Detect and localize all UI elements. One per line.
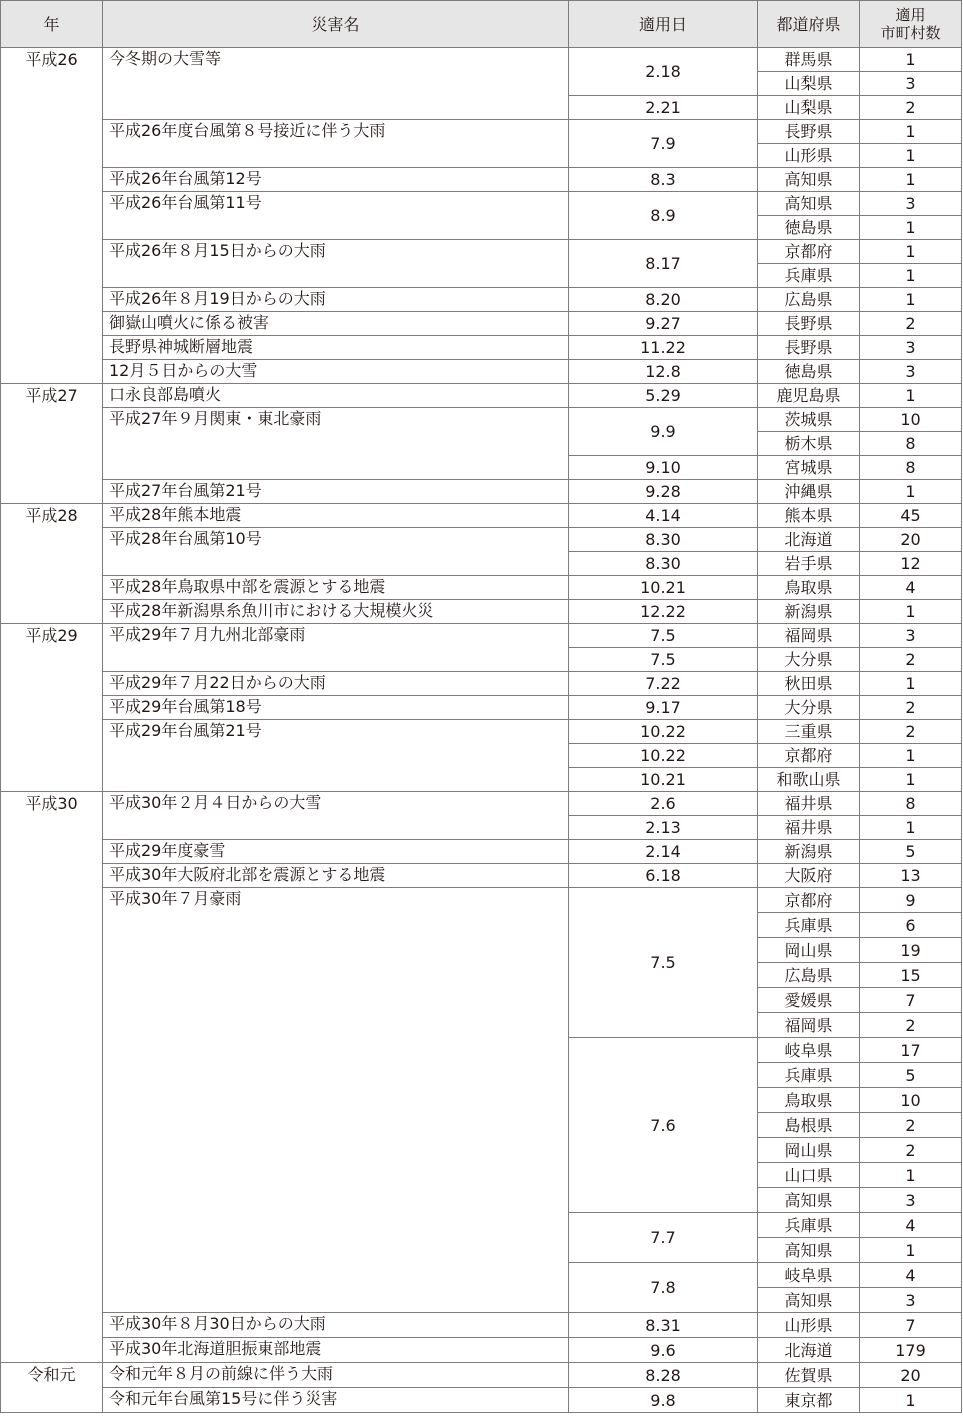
prefecture-cell: 大阪府 xyxy=(758,864,860,888)
prefecture-cell: 山形県 xyxy=(758,1313,860,1338)
prefecture-cell: 宮城県 xyxy=(758,456,860,480)
date-cell: 7.9 xyxy=(569,120,758,168)
disaster-name-cell: 令和元年８月の前線に伴う大雨 xyxy=(103,1363,569,1388)
count-cell: 1 xyxy=(860,600,962,624)
date-cell: 2.14 xyxy=(569,840,758,864)
date-cell: 10.22 xyxy=(569,744,758,768)
disaster-name-cell: 平成30年２月４日からの大雪 xyxy=(103,792,569,840)
disaster-name-cell: 平成26年度台風第８号接近に伴う大雨 xyxy=(103,120,569,168)
count-cell: 1 xyxy=(860,288,962,312)
table-row xyxy=(1,336,962,360)
date-cell: 9.10 xyxy=(569,456,758,480)
prefecture-cell: 和歌山県 xyxy=(758,768,860,792)
prefecture-cell: 岩手県 xyxy=(758,552,860,576)
prefecture-cell: 新潟県 xyxy=(758,840,860,864)
date-cell: 8.17 xyxy=(569,240,758,288)
prefecture-cell: 岡山県 xyxy=(758,1138,860,1163)
prefecture-cell: 茨城県 xyxy=(758,408,860,432)
disaster-name-cell: 平成28年台風第10号 xyxy=(103,528,569,576)
count-cell: 1 xyxy=(860,48,962,72)
date-cell: 10.21 xyxy=(569,576,758,600)
disaster-name-cell: 長野県神城断層地震 xyxy=(103,336,569,360)
prefecture-cell: 徳島県 xyxy=(758,216,860,240)
prefecture-cell: 鳥取県 xyxy=(758,576,860,600)
prefecture-cell: 京都府 xyxy=(758,888,860,913)
count-cell: 1 xyxy=(860,216,962,240)
date-cell: 11.22 xyxy=(569,336,758,360)
disaster-name-cell: 平成30年８月30日からの大雨 xyxy=(103,1313,569,1338)
table-row xyxy=(1,120,962,144)
header-applied-date: 適用日 xyxy=(569,1,758,48)
prefecture-cell: 熊本県 xyxy=(758,504,860,528)
prefecture-cell: 広島県 xyxy=(758,288,860,312)
disaster-name-cell: 平成28年熊本地震 xyxy=(103,504,569,528)
table-row xyxy=(1,408,962,432)
count-cell: 2 xyxy=(860,1113,962,1138)
count-cell: 8 xyxy=(860,432,962,456)
disaster-name-cell: 12月５日からの大雪 xyxy=(103,360,569,384)
count-cell: 4 xyxy=(860,1263,962,1288)
table-row xyxy=(1,864,962,888)
count-cell: 45 xyxy=(860,504,962,528)
count-cell: 3 xyxy=(860,624,962,648)
prefecture-cell: 大分県 xyxy=(758,648,860,672)
date-cell: 10.21 xyxy=(569,768,758,792)
date-cell: 2.21 xyxy=(569,96,758,120)
date-cell: 12.22 xyxy=(569,600,758,624)
year-cell: 平成26 xyxy=(1,48,103,384)
table-row xyxy=(1,888,962,913)
count-cell: 3 xyxy=(860,336,962,360)
prefecture-cell: 兵庫県 xyxy=(758,913,860,938)
table-row xyxy=(1,480,962,504)
date-cell: 4.14 xyxy=(569,504,758,528)
disaster-name-cell: 平成27年台風第21号 xyxy=(103,480,569,504)
table-row xyxy=(1,792,962,816)
count-cell: 9 xyxy=(860,888,962,913)
prefecture-cell: 山梨県 xyxy=(758,96,860,120)
prefecture-cell: 高知県 xyxy=(758,1238,860,1263)
date-cell: 7.6 xyxy=(569,1038,758,1213)
date-cell: 8.28 xyxy=(569,1363,758,1388)
table-row xyxy=(1,168,962,192)
prefecture-cell: 沖縄県 xyxy=(758,480,860,504)
table-row xyxy=(1,528,962,552)
count-cell: 2 xyxy=(860,696,962,720)
count-cell: 19 xyxy=(860,938,962,963)
disaster-name-cell: 平成26年８月19日からの大雨 xyxy=(103,288,569,312)
prefecture-cell: 福岡県 xyxy=(758,624,860,648)
count-cell: 1 xyxy=(860,264,962,288)
count-cell: 4 xyxy=(860,576,962,600)
disaster-name-cell: 口永良部島噴火 xyxy=(103,384,569,408)
prefecture-cell: 京都府 xyxy=(758,744,860,768)
prefecture-cell: 山口県 xyxy=(758,1163,860,1188)
count-cell: 1 xyxy=(860,816,962,840)
header-year: 年 xyxy=(1,1,103,48)
count-cell: 1 xyxy=(860,480,962,504)
date-cell: 2.18 xyxy=(569,48,758,96)
prefecture-cell: 山梨県 xyxy=(758,72,860,96)
table-row xyxy=(1,624,962,648)
header-prefecture: 都道府県 xyxy=(758,1,860,48)
table-row xyxy=(1,576,962,600)
count-cell: 1 xyxy=(860,744,962,768)
table-row xyxy=(1,672,962,696)
prefecture-cell: 兵庫県 xyxy=(758,264,860,288)
count-cell: 1 xyxy=(860,672,962,696)
table-row xyxy=(1,360,962,384)
date-cell: 7.22 xyxy=(569,672,758,696)
count-cell: 2 xyxy=(860,1138,962,1163)
year-cell: 令和元 xyxy=(1,1363,103,1413)
count-cell: 179 xyxy=(860,1338,962,1363)
table-row xyxy=(1,192,962,216)
table-row xyxy=(1,1338,962,1363)
table-row xyxy=(1,288,962,312)
prefecture-cell: 佐賀県 xyxy=(758,1363,860,1388)
count-cell: 15 xyxy=(860,963,962,988)
disaster-name-cell: 平成30年北海道胆振東部地震 xyxy=(103,1338,569,1363)
date-cell: 8.30 xyxy=(569,552,758,576)
table-row xyxy=(1,312,962,336)
date-cell: 12.8 xyxy=(569,360,758,384)
prefecture-cell: 東京都 xyxy=(758,1388,860,1413)
count-cell: 1 xyxy=(860,1238,962,1263)
table-row xyxy=(1,240,962,264)
disaster-name-cell: 平成28年新潟県糸魚川市における大規模火災 xyxy=(103,600,569,624)
count-cell: 12 xyxy=(860,552,962,576)
table-row xyxy=(1,840,962,864)
count-cell: 10 xyxy=(860,408,962,432)
prefecture-cell: 山形県 xyxy=(758,144,860,168)
disaster-name-cell: 平成28年鳥取県中部を震源とする地震 xyxy=(103,576,569,600)
prefecture-cell: 長野県 xyxy=(758,312,860,336)
prefecture-cell: 兵庫県 xyxy=(758,1063,860,1088)
count-cell: 3 xyxy=(860,192,962,216)
disaster-name-cell: 今冬期の大雪等 xyxy=(103,48,569,120)
table-row xyxy=(1,1363,962,1388)
year-cell: 平成28 xyxy=(1,504,103,624)
count-cell: 2 xyxy=(860,312,962,336)
disaster-name-cell: 平成29年度豪雪 xyxy=(103,840,569,864)
prefecture-cell: 徳島県 xyxy=(758,360,860,384)
date-cell: 8.30 xyxy=(569,528,758,552)
prefecture-cell: 北海道 xyxy=(758,1338,860,1363)
table-row xyxy=(1,384,962,408)
count-cell: 13 xyxy=(860,864,962,888)
count-cell: 3 xyxy=(860,360,962,384)
date-cell: 9.28 xyxy=(569,480,758,504)
date-cell: 7.5 xyxy=(569,648,758,672)
date-cell: 8.20 xyxy=(569,288,758,312)
disaster-name-cell: 平成26年台風第12号 xyxy=(103,168,569,192)
date-cell: 10.22 xyxy=(569,720,758,744)
date-cell: 9.17 xyxy=(569,696,758,720)
count-cell: 6 xyxy=(860,913,962,938)
prefecture-cell: 京都府 xyxy=(758,240,860,264)
count-cell: 1 xyxy=(860,384,962,408)
table-row xyxy=(1,600,962,624)
count-cell: 7 xyxy=(860,1313,962,1338)
date-cell: 8.31 xyxy=(569,1313,758,1338)
count-cell: 2 xyxy=(860,96,962,120)
table-row xyxy=(1,720,962,744)
date-cell: 7.5 xyxy=(569,624,758,648)
date-cell: 2.6 xyxy=(569,792,758,816)
date-cell: 9.8 xyxy=(569,1388,758,1413)
disaster-name-cell: 平成29年７月22日からの大雨 xyxy=(103,672,569,696)
count-cell: 4 xyxy=(860,1213,962,1238)
header-count-line1: 適用 xyxy=(895,6,926,24)
disaster-name-cell: 平成30年大阪府北部を震源とする地震 xyxy=(103,864,569,888)
prefecture-cell: 福井県 xyxy=(758,816,860,840)
count-cell: 5 xyxy=(860,1063,962,1088)
date-cell: 9.9 xyxy=(569,408,758,456)
prefecture-cell: 高知県 xyxy=(758,168,860,192)
disaster-name-cell: 平成29年台風第18号 xyxy=(103,696,569,720)
count-cell: 5 xyxy=(860,840,962,864)
header-municipality-count xyxy=(860,1,962,48)
count-cell: 7 xyxy=(860,988,962,1013)
count-cell: 1 xyxy=(860,240,962,264)
prefecture-cell: 高知県 xyxy=(758,192,860,216)
prefecture-cell: 栃木県 xyxy=(758,432,860,456)
count-cell: 20 xyxy=(860,528,962,552)
table-row xyxy=(1,504,962,528)
count-cell: 3 xyxy=(860,72,962,96)
count-cell: 1 xyxy=(860,120,962,144)
date-cell: 2.13 xyxy=(569,816,758,840)
date-cell: 7.8 xyxy=(569,1263,758,1313)
disaster-name-cell: 平成29年台風第21号 xyxy=(103,720,569,792)
prefecture-cell: 三重県 xyxy=(758,720,860,744)
table-row xyxy=(1,1388,962,1413)
count-cell: 1 xyxy=(860,1163,962,1188)
prefecture-cell: 北海道 xyxy=(758,528,860,552)
date-cell: 6.18 xyxy=(569,864,758,888)
prefecture-cell: 大分県 xyxy=(758,696,860,720)
prefecture-cell: 長野県 xyxy=(758,336,860,360)
prefecture-cell: 愛媛県 xyxy=(758,988,860,1013)
count-cell: 1 xyxy=(860,168,962,192)
count-cell: 8 xyxy=(860,456,962,480)
disaster-name-cell: 平成26年８月15日からの大雨 xyxy=(103,240,569,288)
prefecture-cell: 島根県 xyxy=(758,1113,860,1138)
header-disaster-name: 災害名 xyxy=(103,1,569,48)
date-cell: 9.27 xyxy=(569,312,758,336)
disaster-name-cell: 平成26年台風第11号 xyxy=(103,192,569,240)
prefecture-cell: 高知県 xyxy=(758,1288,860,1313)
prefecture-cell: 群馬県 xyxy=(758,48,860,72)
count-cell: 10 xyxy=(860,1088,962,1113)
header-count-line2: 市町村数 xyxy=(880,24,941,42)
table-row xyxy=(1,1313,962,1338)
count-cell: 1 xyxy=(860,768,962,792)
prefecture-cell: 鹿児島県 xyxy=(758,384,860,408)
prefecture-cell: 兵庫県 xyxy=(758,1213,860,1238)
prefecture-cell: 岐阜県 xyxy=(758,1263,860,1288)
date-cell: 7.5 xyxy=(569,888,758,1038)
header-row xyxy=(1,1,962,48)
year-cell: 平成30 xyxy=(1,792,103,1363)
prefecture-cell: 長野県 xyxy=(758,120,860,144)
count-cell: 2 xyxy=(860,648,962,672)
table-row xyxy=(1,48,962,72)
disaster-name-cell: 御嶽山噴火に係る被害 xyxy=(103,312,569,336)
year-cell: 平成27 xyxy=(1,384,103,504)
count-cell: 8 xyxy=(860,792,962,816)
disaster-name-cell: 平成29年７月九州北部豪雨 xyxy=(103,624,569,672)
disaster-name-cell: 平成30年７月豪雨 xyxy=(103,888,569,1313)
date-cell: 8.3 xyxy=(569,168,758,192)
date-cell: 5.29 xyxy=(569,384,758,408)
prefecture-cell: 新潟県 xyxy=(758,600,860,624)
date-cell: 7.7 xyxy=(569,1213,758,1263)
prefecture-cell: 高知県 xyxy=(758,1188,860,1213)
year-cell: 平成29 xyxy=(1,624,103,792)
count-cell: 17 xyxy=(860,1038,962,1063)
table-row xyxy=(1,696,962,720)
prefecture-cell: 鳥取県 xyxy=(758,1088,860,1113)
disaster-name-cell: 令和元年台風第15号に伴う災害 xyxy=(103,1388,569,1413)
count-cell: 3 xyxy=(860,1188,962,1213)
date-cell: 8.9 xyxy=(569,192,758,240)
prefecture-cell: 福岡県 xyxy=(758,1013,860,1038)
date-cell: 9.6 xyxy=(569,1338,758,1363)
count-cell: 2 xyxy=(860,1013,962,1038)
count-cell: 1 xyxy=(860,144,962,168)
count-cell: 1 xyxy=(860,1388,962,1413)
count-cell: 20 xyxy=(860,1363,962,1388)
count-cell: 3 xyxy=(860,1288,962,1313)
disaster-name-cell: 平成27年９月関東・東北豪雨 xyxy=(103,408,569,480)
prefecture-cell: 秋田県 xyxy=(758,672,860,696)
prefecture-cell: 福井県 xyxy=(758,792,860,816)
prefecture-cell: 広島県 xyxy=(758,963,860,988)
prefecture-cell: 岐阜県 xyxy=(758,1038,860,1063)
prefecture-cell: 岡山県 xyxy=(758,938,860,963)
count-cell: 2 xyxy=(860,720,962,744)
